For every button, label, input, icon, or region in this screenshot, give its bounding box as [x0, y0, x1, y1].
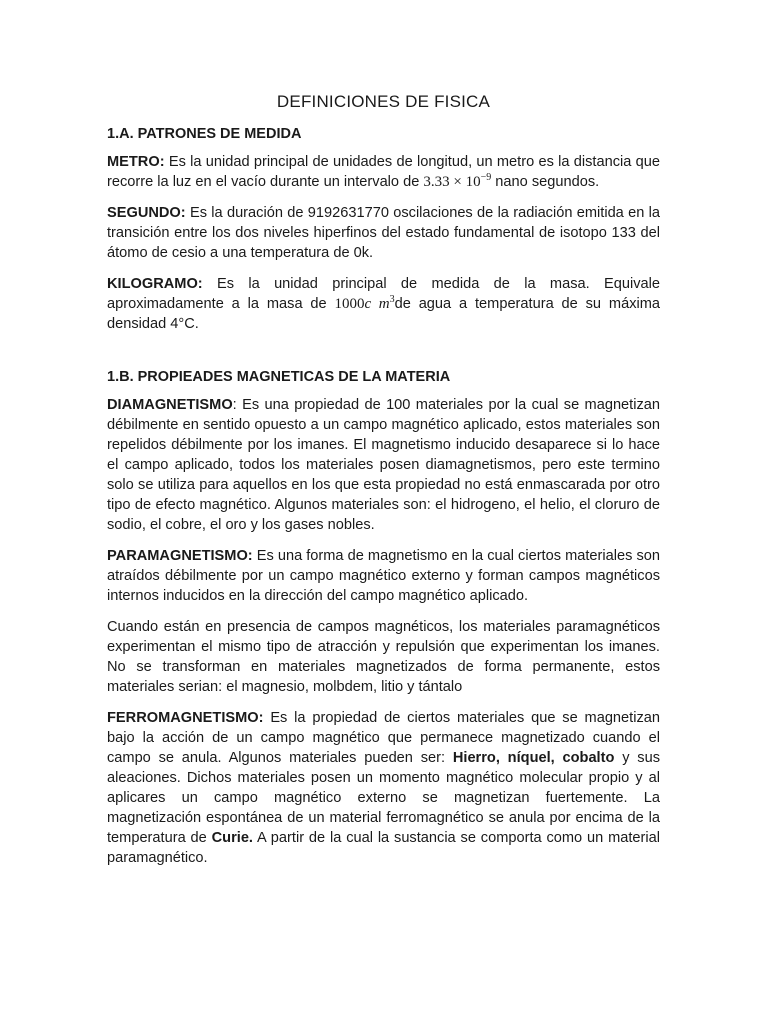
math-interval-base: 3.33 × 10: [423, 174, 481, 190]
paragraph-diamagnetismo: [107, 395, 660, 535]
math-interval: [423, 174, 491, 190]
metro-text-1: Es la unidad principal de unidades de longitud, un metro es la distancia que recorre la luz en el vacío durante un intervalo de: [107, 154, 660, 190]
math-volume: [335, 296, 395, 312]
term-segundo: SEGUNDO:: [107, 205, 186, 221]
ferromagnetismo-text-1: Es la propiedad de ciertos materiales que se magnetizan bajo la acción de un campo magnético que permanece magnetizado cuando el campo se anula. Algunos materiales pueden ser:: [107, 710, 660, 766]
ferromagnetismo-text-3: A partir de la cual la sustancia se comporta como un material paramagnético.: [107, 830, 660, 866]
ferromagnetismo-text-2: y sus aleaciones. Dichos materiales posen un momento magnético molecular propio y al aplicares un campo magnético externo se magnetizan fuertemente. La magnetización espontánea de un material ferromagnético se anula por encima de la temperatura de: [107, 750, 660, 846]
math-volume-unit: c m: [364, 296, 390, 312]
section-spacer: [107, 345, 660, 369]
math-interval-exponent: −9: [480, 172, 492, 183]
paragraph-metro: [107, 152, 660, 192]
math-volume-exponent: 3: [389, 294, 395, 305]
kilogramo-text-2: de agua a temperatura de su máxima densidad 4°C.: [107, 296, 661, 332]
paragraph-ferromagnetismo: [107, 708, 660, 868]
segundo-text: Es la duración de 9192631770 oscilaciones de la radiación emitida en la transición entre los dos niveles hiperfinos del estado fundamental de isotopo 133 del átomo de cesio a una temperatura de 0k.: [107, 205, 660, 261]
kilogramo-text-1: Es la unidad principal de medida de la masa. Equivale aproximadamente a la masa de: [107, 276, 660, 312]
diamagnetismo-text: : Es una propiedad de 100 materiales por la cual se magnetizan débilmente en sentido opuesto a un campo magnético aplicado, estos materiales son repelidos débilmente por los imanes. El magnetismo inducido desaparece si lo hace el campo aplicado, todos los materiales posen diamagnetismos, pero este termino solo se utiliza para aquellos en los que esta propiedad no está enmascarada por otro tipo de efecto magnético. Algunos materiales son: el hidrogeno, el helio, el cloruro de sodio, el cobre, el oro y los gases nobles.: [107, 397, 660, 533]
metro-text-2: nano segundos.: [491, 174, 600, 190]
section-heading-patrones: 1.A. PATRONES DE MEDIDA: [107, 126, 302, 142]
paramagnetismo-text: Es una forma de magnetismo en la cual ciertos materiales son atraídos débilmente por un campo magnético externo y forman campos magnéticos internos inducidos en la dirección del campo magnético aplicado.: [107, 548, 660, 604]
paragraph-kilogramo: [107, 274, 660, 334]
document-title: DEFINICIONES DE FISICA: [276, 92, 491, 111]
paragraph-paramagnetismo: [107, 546, 660, 606]
ferromagnetismo-bold-materials: Hierro, níquel, cobalto: [452, 750, 615, 766]
term-diamagnetismo: DIAMAGNETISMO: [107, 397, 233, 413]
section-heading-magneticas: 1.B. PROPIEADES MAGNETICAS DE LA MATERIA: [107, 369, 451, 385]
term-ferromagnetismo: FERROMAGNETISMO:: [107, 710, 264, 726]
term-paramagnetismo: PARAMAGNETISMO:: [107, 548, 253, 564]
term-metro: METRO:: [107, 154, 165, 170]
ferromagnetismo-bold-curie: Curie.: [211, 830, 253, 846]
paragraph-paramagnetismo-2: Cuando están en presencia de campos magnéticos, los materiales paramagnéticos experimentan el mismo tipo de atracción y repulsión que experimentan los imanes. No se transforman en materiales magnetizados de forma permanente, estos materiales serian: el magnesio, molbdem, litio y tántalo: [107, 619, 660, 695]
paragraph-segundo: [107, 203, 660, 263]
term-kilogramo: KILOGRAMO:: [107, 276, 203, 292]
math-volume-number: 1000: [334, 296, 365, 312]
